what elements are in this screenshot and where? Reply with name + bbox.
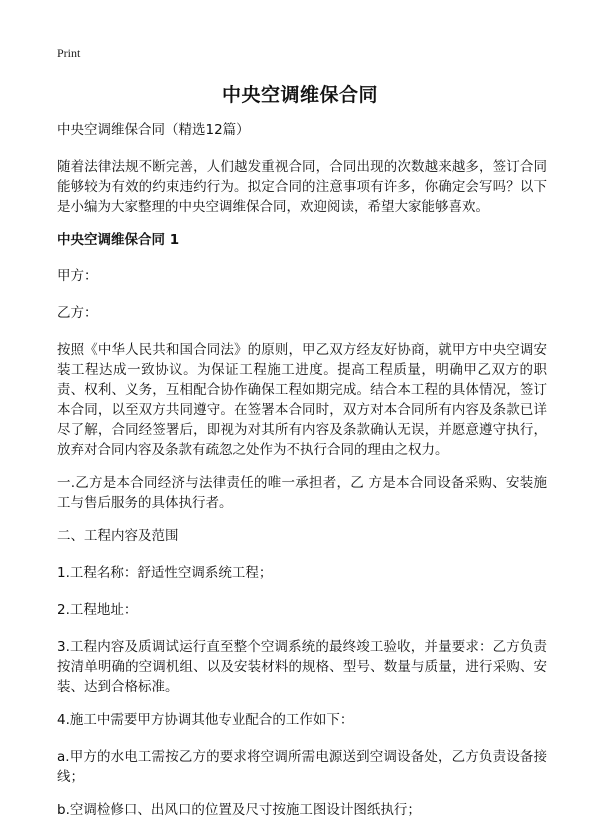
clause-one: 一.乙方是本合同经济与法律责任的唯一承担者，乙 方是本合同设备采购、安装施工与售后服务的具体执行者。 <box>57 475 547 511</box>
item-project-scope: 3.工程内容及质调试运行直至整个空调系统的最终竣工验收，并量要求：乙方负责按清单明确的空调机组、以及安装材料的规格、型号、数量与质量，进行采购、安装、达到合格标准。 <box>57 639 547 695</box>
section-heading: 中央空调维保合同 1 <box>57 232 180 248</box>
intro-paragraph: 随着法律法规不断完善，人们越发重视合同，合同出现的次数越来越多，签订合同能够较为有效的约束违约行为。拟定合同的注意事项有许多，你确定会写吗？以下是小编为大家整理的中央空调维保合同，欢迎阅读，希望大家能够喜欢。 <box>57 159 547 215</box>
party-a-line: 甲方： <box>57 268 98 284</box>
item-coordination-b: b.空调检修口、出风口的位置及尺寸按施工图设计图纸执行； <box>57 802 421 818</box>
print-link[interactable]: Print <box>57 46 81 60</box>
item-project-name: 1.工程名称：舒适性空调系统工程； <box>57 565 273 581</box>
item-coordination: 4.施工中需要甲方协调其他专业配合的工作如下： <box>57 712 354 728</box>
contract-paragraph: 按照《中华人民共和国合同法》的原则，甲乙双方经友好协商，就甲方中央空调安装工程达成一致协议。为保证工程施工进度。提高工程质量，明确甲乙双方的职责、权利、义务，互相配合协作确保工程如期完成。结合本工程的具体情况，签订本合同，以至双方共同遵守。在签署本合同时，双方对本合同所有内容及条款已详尽了解，合同经签署后，即视为对其所有内容及条款确认无误，并愿意遵守执行，放弃对合同内容及条款有疏忽之处作为不执行合同的理由之权力。 <box>57 342 547 458</box>
item-coordination-a: a.甲方的水电工需按乙方的要求将空调所需电源送到空调设备处，乙方负责设备接线； <box>57 749 547 785</box>
item-project-address: 2.工程地址： <box>57 602 138 618</box>
party-b-line: 乙方： <box>57 305 98 321</box>
document-body <box>57 120 547 833</box>
clause-two-heading: 二、工程内容及范围 <box>57 528 179 544</box>
document-title: 中央空调维保合同 <box>221 84 378 106</box>
document-subtitle: 中央空调维保合同（精选12篇） <box>57 122 250 138</box>
